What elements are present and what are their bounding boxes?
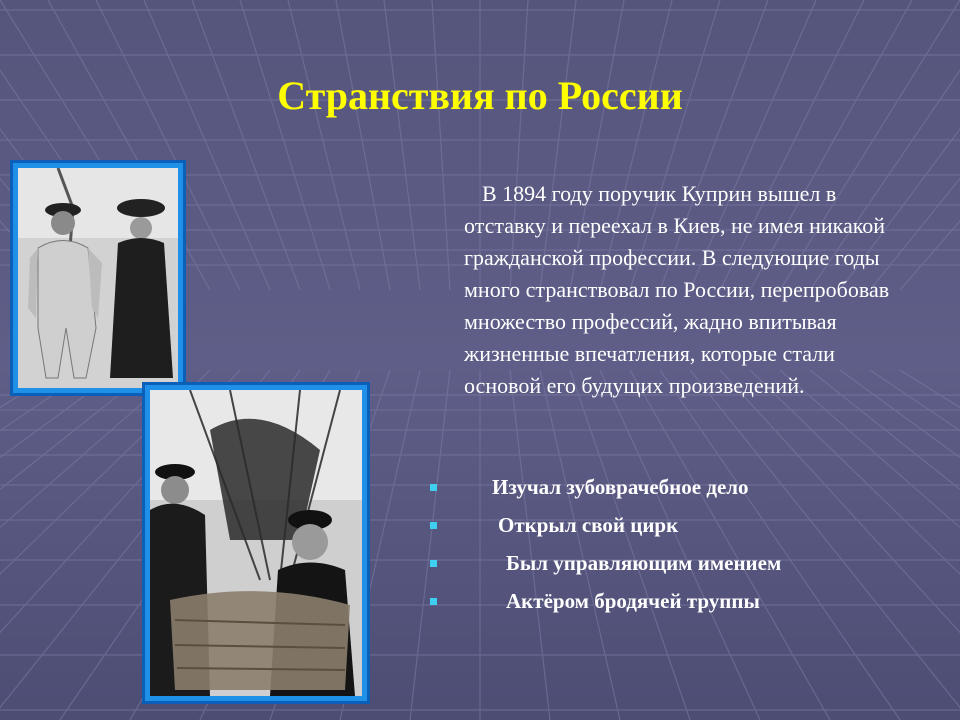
diver-photo-image [18, 168, 178, 388]
list-item-text: Изучал зубоврачебное дело [492, 475, 749, 499]
biography-text: В 1894 году поручик Куприн вышел в отставку и переехал в Киев, не имея никакой гражданской профессии. В следующие годы много странствовал по России, перепробовав множество профессий, жадно впитывая жизненные впечатления, которые стали основой его будущих произведений. [464, 181, 890, 398]
bullet-marker-icon [430, 560, 437, 567]
list-item-text: Актёром бродячей труппы [506, 589, 760, 613]
photo-kuprin-balloon [142, 382, 370, 704]
bullet-marker-icon [430, 598, 437, 605]
slide-title: Странствия по России [277, 73, 683, 118]
bullet-marker-icon [430, 484, 437, 491]
biography-paragraph [464, 178, 904, 402]
balloon-photo-image [150, 390, 362, 696]
photo-kuprin-diver [10, 160, 186, 396]
list-item-text: Был управляющим имением [506, 551, 782, 575]
bullet-marker-icon [430, 522, 437, 529]
list-item-text: Открыл свой цирк [498, 513, 679, 537]
